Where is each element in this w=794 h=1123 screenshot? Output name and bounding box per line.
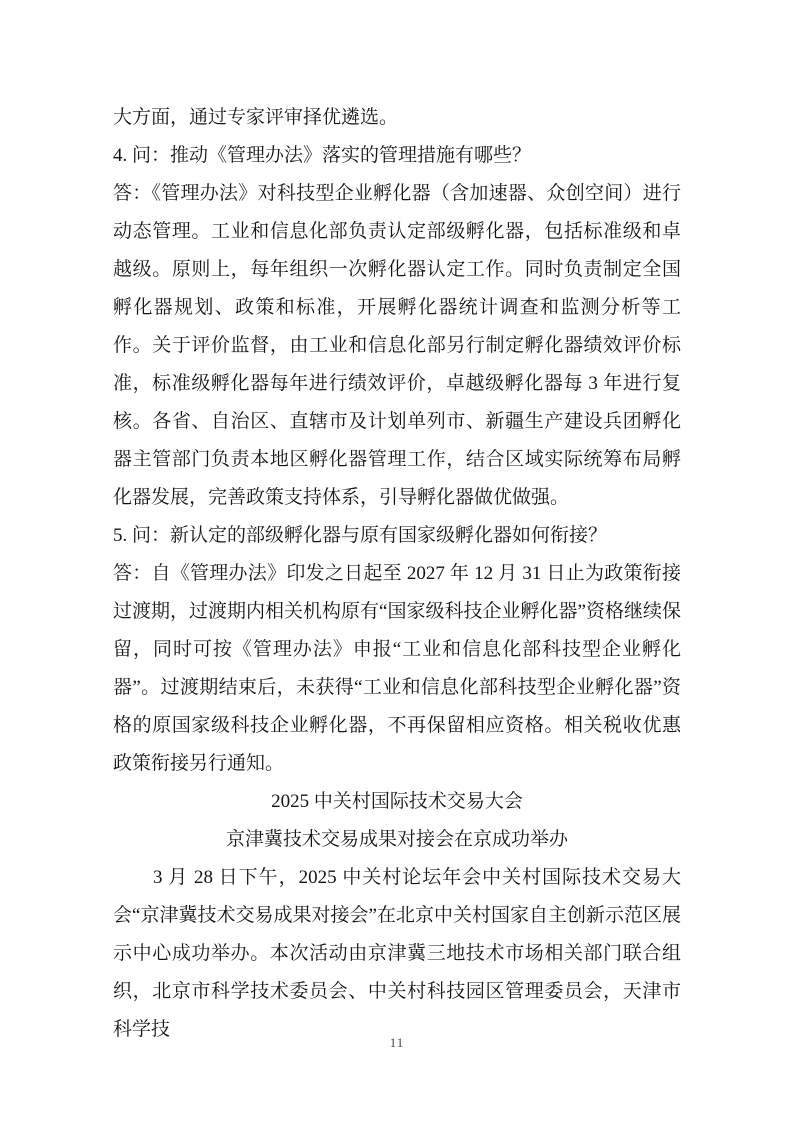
page-footer xyxy=(0,1034,794,1052)
answer-paragraph-4: 答：《管理办法》对科技型企业孵化器（含加速器、众创空间）进行动态管理。工业和信息化部负责认定部级孵化器，包括标准级和卓越级。原则上，每年组织一次孵化器认定工作。同时负责制定全国孵化器规划、政策和标准，开展孵化器统计调查和监测分析等工作。关于评价监督，由工业和信息化部另行制定孵化器绩效评价标准，标准级孵化器每年进行绩效评价，卓越级孵化器每 3 年进行复核。各省、自治区、直辖市及计划单列市、新疆生产建设兵团孵化器主管部门负责本地区孵化器管理工作，结合区域实际统筹布局孵化器发展，完善政策支持体系，引导孵化器做优做强。 xyxy=(113,183,681,508)
question-heading-5: 5. 问：新认定的部级孵化器与原有国家级孵化器如何衔接？ xyxy=(113,525,608,546)
article-title-line-2: 京津冀技术交易成果对接会在京成功举办 xyxy=(225,829,568,850)
question-heading-4: 4. 问：推动《管理办法》落实的管理措施有哪些？ xyxy=(113,145,532,166)
continuation-paragraph: 大方面，通过专家评审择优遴选。 xyxy=(113,107,399,128)
answer-paragraph-5: 答：自《管理办法》印发之日起至 2027 年 12 月 31 日止为政策衔接过渡期，过渡期内相关机构原有“国家级科技企业孵化器”资格继续保留，同时可按《管理办法》申报“工业和信息化部科技型企业孵化器”。过渡期结束后，未获得“工业和信息化部科技型企业孵化器”资格的原国家级科技企业孵化器，不再保留相应资格。相关税收优惠政策衔接另行通知。 xyxy=(113,563,681,774)
page-number: 11 xyxy=(389,1035,405,1050)
article-title-line-1: 2025 中关村国际技术交易大会 xyxy=(271,791,523,812)
document-content xyxy=(113,99,681,1049)
article-body-paragraph: 3 月 28 日下午，2025 中关村论坛年会中关村国际技术交易大会“京津冀技术交易成果对接会”在北京中关村国家自主创新示范区展示中心成功举办。本次活动由京津冀三地技术市场相关部门联合组织，北京市科学技术委员会、中关村科技园区管理委员会，天津市科学技 xyxy=(113,867,681,1040)
